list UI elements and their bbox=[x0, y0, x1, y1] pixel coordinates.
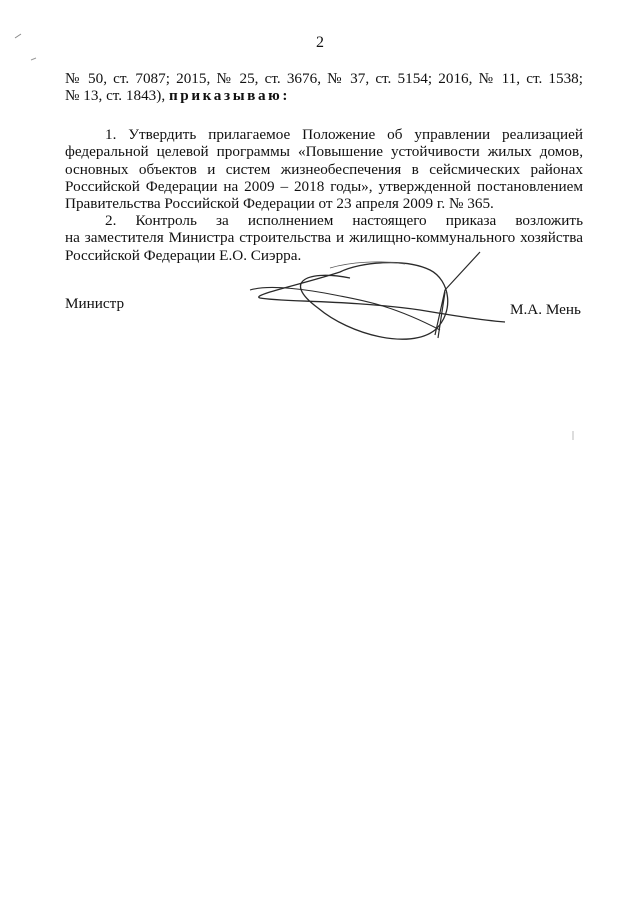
page-number: 2 bbox=[316, 34, 324, 51]
order-word: приказываю: bbox=[168, 87, 291, 105]
item-1-line-2: федеральной целевой программы «Повышение устойчивости жилых домов, bbox=[65, 143, 583, 161]
signatory-position: Министр bbox=[65, 295, 125, 312]
signatory-name: М.А. Мень bbox=[510, 301, 581, 318]
intro-line-2 bbox=[65, 87, 583, 104]
item-1-line-1: 1. Утвердить прилагаемое Положение об управлении реализацией bbox=[105, 126, 583, 143]
item-2-line-1: 2. Контроль за исполнением настоящего приказа возложить bbox=[105, 212, 583, 229]
intro-citation: № 13, ст. 1843), bbox=[65, 87, 166, 105]
intro-paragraph bbox=[65, 70, 583, 105]
item-1-paragraph bbox=[65, 126, 583, 212]
item-2-line-2: на заместителя Министра строительства и жилищно-коммунального хозяйства bbox=[65, 229, 583, 247]
scan-mark bbox=[30, 56, 38, 62]
item-1-line-3: основных объектов и систем жизнеобеспечения в сейсмических районах bbox=[65, 160, 583, 178]
intro-line-1: № 50, ст. 7087; 2015, № 25, ст. 3676, № 37, ст. 5154; 2016, № 11, ст. 1538; bbox=[65, 70, 583, 87]
scan-mark bbox=[571, 430, 575, 442]
item-1-line-4: Российской Федерации на 2009 – 2018 годы», утвержденной постановлением bbox=[65, 177, 583, 195]
item-1-line-5: Правительства Российской Федерации от 23 апреля 2009 г. № 365. bbox=[65, 195, 494, 213]
handwritten-signature bbox=[240, 240, 520, 360]
item-2-line-3: Российской Федерации Е.О. Сиэрра. bbox=[65, 246, 302, 264]
